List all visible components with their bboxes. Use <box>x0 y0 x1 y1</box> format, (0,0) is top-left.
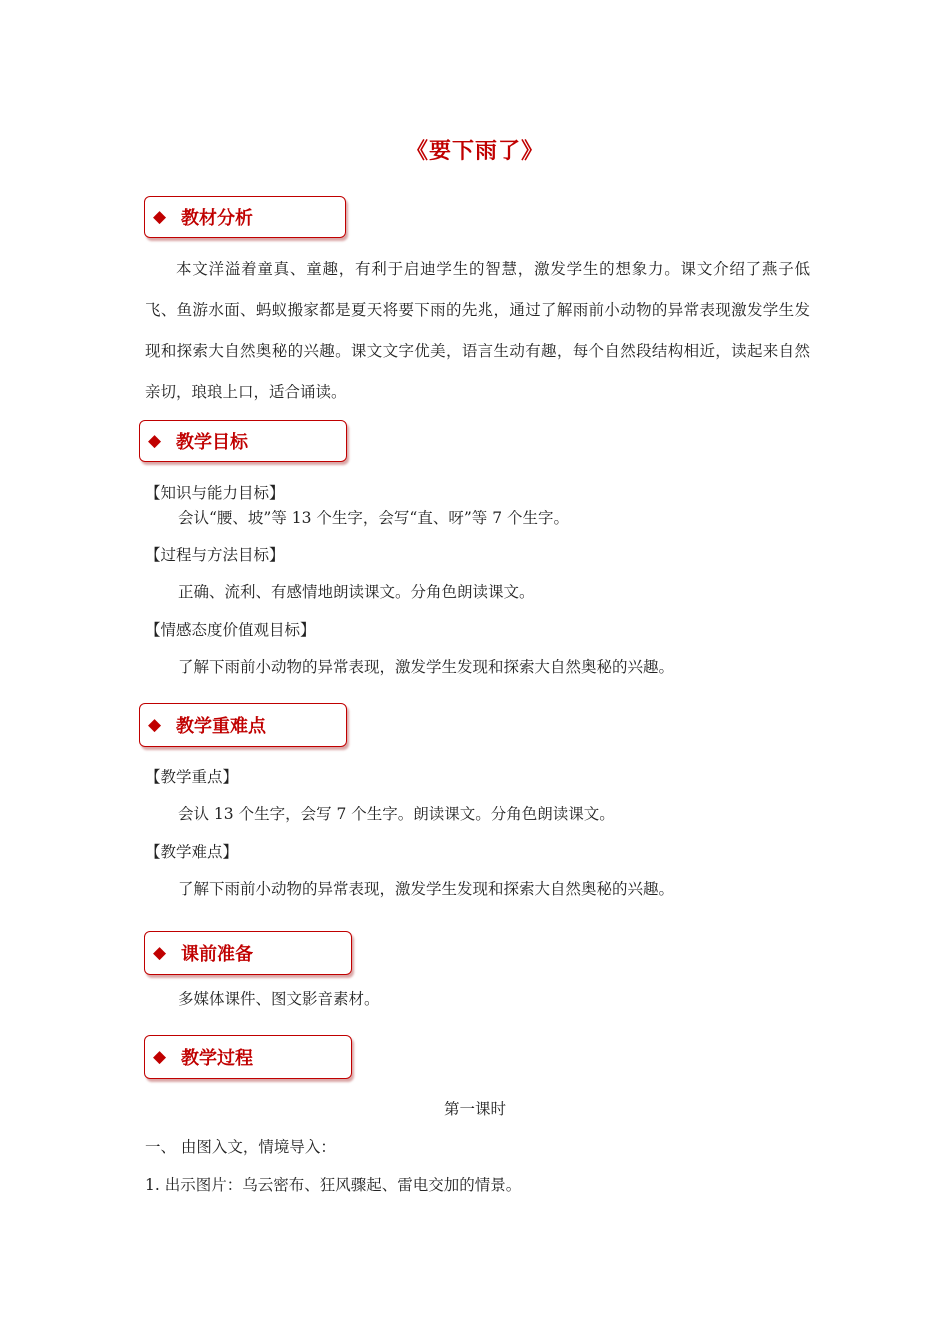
section-label: 课前准备 <box>181 944 253 965</box>
process-goal-text: 正确、流利、有感情地朗读课文。分角色朗读课文。 <box>178 583 535 601</box>
section-header-key-points <box>139 703 347 747</box>
preparation-text: 多媒体课件、图文影音素材。 <box>178 990 380 1008</box>
lesson-heading: 第一课时 <box>443 1100 506 1118</box>
section-header-process <box>144 1035 352 1079</box>
diamond-icon: ◆ <box>153 207 167 227</box>
process-step-1: 一、 由图入文，情境导入： <box>145 1138 336 1156</box>
diamond-icon: ◆ <box>153 1047 167 1067</box>
key-point-text: 会认 13 个生字，会写 7 个生字。朗读课文。分角色朗读课文。 <box>178 805 615 823</box>
analysis-paragraph: 本文洋溢着童真、童趣，有利于启迪学生的智慧，激发学生的想象力。课文介绍了燕子低飞、鱼游水面、蚂蚁搬家都是夏天将要下雨的先兆，通过了解雨前小动物的异常表现激发学生发现和探索大自然奥秘的兴趣。课文文字优美，语言生动有趣，每个自然段结构相近，读起来自然亲切，琅琅上口，适合诵读。 <box>145 260 810 401</box>
knowledge-goal-text: 会认“腰、坡”等 13 个生字，会写“直、呀”等 7 个生字。 <box>178 509 569 527</box>
document-title: 《要下雨了》 <box>405 138 544 164</box>
diamond-icon: ◆ <box>153 943 167 963</box>
section-header-analysis <box>144 196 346 238</box>
difficulty-label: 【教学难点】 <box>145 843 239 861</box>
section-label: 教材分析 <box>181 208 253 229</box>
emotion-goal-label: 【情感态度价值观目标】 <box>145 621 316 639</box>
section-label: 教学重难点 <box>176 716 266 737</box>
knowledge-goal-label: 【知识与能力目标】 <box>145 484 285 502</box>
emotion-goal-text: 了解下雨前小动物的异常表现，激发学生发现和探索大自然奥秘的兴趣。 <box>178 658 675 676</box>
section-label: 教学目标 <box>176 432 248 453</box>
diamond-icon: ◆ <box>148 431 162 451</box>
key-point-label: 【教学重点】 <box>145 768 239 786</box>
process-goal-label: 【过程与方法目标】 <box>145 546 285 564</box>
process-step-1-1: 1. 出示图片：乌云密布、狂风骤起、雷电交加的情景。 <box>145 1176 522 1194</box>
section-header-preparation <box>144 931 352 975</box>
section-header-goals <box>139 420 347 462</box>
diamond-icon: ◆ <box>148 715 162 735</box>
section-label: 教学过程 <box>181 1048 253 1069</box>
difficulty-text: 了解下雨前小动物的异常表现，激发学生发现和探索大自然奥秘的兴趣。 <box>178 880 675 898</box>
